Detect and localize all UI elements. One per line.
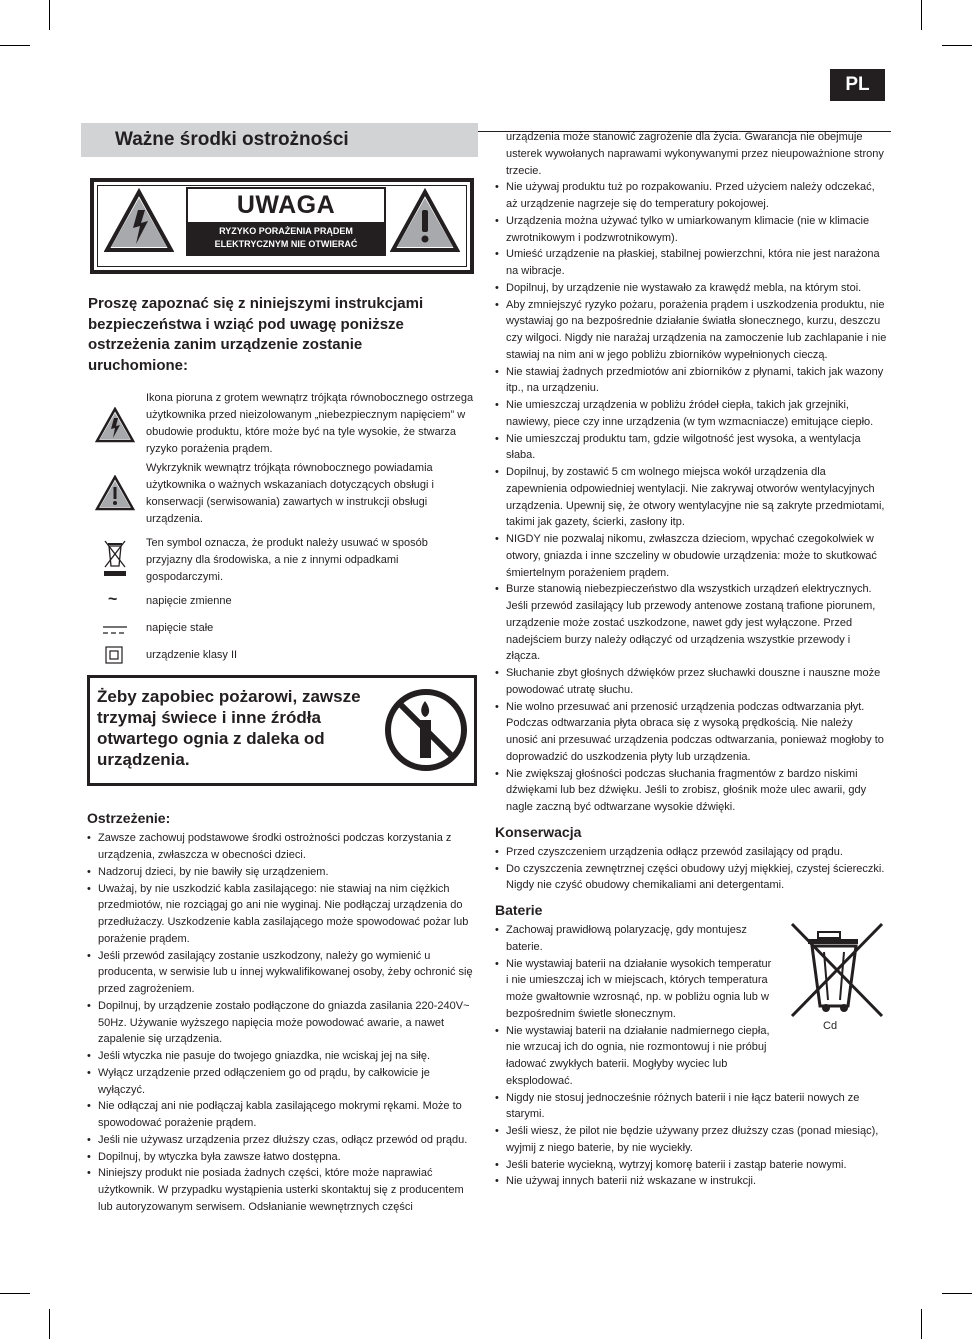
list-item: • Jeśli przewód zasilający zostanie uszkodzony, należy go wymienić u producenta, w serwisie lub u innej wykwalifikowanej osoby, żeby ochronić się przed zagrożeniem. [87,948,478,998]
list-item: • Dopilnuj, by wtyczka była zawsze łatwo dostępna. [87,1149,478,1166]
list-item: • Nie umieszczaj urządzenia w pobliżu źródeł ciepła, takich jak grzejniki, nawiewy, piece czy inne urządzenia (w tym wzmacniacze) emitujące ciepło. [495,397,887,431]
crossed-bin-icon [790,922,886,1032]
symbol-item [81,535,478,593]
batteries-section [495,922,887,1090]
list-item: • Nie wolno przesuwać ani przenosić urządzenia podczas odtwarzania płyt. Podczas odtwarzania płyta obraca się z wysoką prędkością. Nie należy unosić ani przesuwać urządzenia podczas odtwarzania, ponieważ mogłoby to doprowadzić do uszkodzenia płyty lub urządzenia. [495,699,887,766]
symbol-text: napięcie stałe [146,622,214,635]
uwaga-subtitle-line2: ELEKTRYCZNYM NIE OTWIERAĆ [214,239,358,249]
symbol-item [81,647,478,669]
warnings-list [87,830,478,1215]
bin-label: Cd [823,1020,838,1032]
symbol-text: napięcie zmienne [146,595,232,608]
ac-tilde-icon: ~ [108,591,118,609]
list-item: • Jeśli baterie wyciekną, wytrzyj komorę baterii i zastąp baterie nowymi. [495,1157,887,1174]
list-item: • Jeśli nie używasz urządzenia przez dłuższy czas, odłącz przewód od prądu. [87,1132,478,1149]
list-item: • Nie wystawiaj baterii na działanie nadmiernego ciepła, nie wrzucaj ich do ognia, nie rozmontowuj i nie próbuj ładować zwykłych baterii. Mogłyby wyciec lub eksplodować. [495,1023,775,1090]
class-ii-icon [105,646,123,670]
list-item: • Dopilnuj, by zostawić 5 cm wolnego miejsca wokół urządzenia dla zapewnienia odpowiedniej wentylacji. Nie zakrywaj otworów wentylacyjnych urządzenia. Upewnij się, że otwory wentylacyjne nie są zakryte przedmiotami, takimi jak gazety, ścierki, zasłony itp. [495,464,887,531]
list-item: • Do czyszczenia zewnętrznej części obudowy użyj miękkiej, czystej ściereczki. Nigdy nie czyść obudowy chemikaliami ani detergentami. [495,861,887,895]
warnings-title: Ostrzeżenie: [87,810,171,827]
lightning-triangle-icon [104,188,174,259]
list-item: • Jeśli wtyczka nie pasuje do twojego gniazdka, nie wciskaj jej na siłę. [87,1048,478,1065]
list-item: • Nie używaj innych baterii niż wskazane w instrukcji. [495,1173,887,1190]
list-item: • Słuchanie zbyt głośnych dźwięków przez słuchawki douszne i nauszne może powodować utratę słuchu. [495,665,887,699]
symbol-text: Ikona pioruna z grotem wewnątrz trójkąta równobocznego ostrzega użytkownika przed nieizolowanym „niebezpiecznym napięciem” w obudowie produktu, które może być na tyle wysokie, że stwarza ryzyko porażenia prądem. [146,392,474,456]
list-item: • Nie zwiększaj głośności podczas słuchania fragmentów z bardzo niskimi dźwiękami lub bez dźwięku. Jeśli to zrobisz, głośnik może ulec awarii, gdy nagle zaczną być odtwarzane wysokie dźwięki. [495,766,887,816]
symbol-item [81,390,478,460]
no-candle-icon [383,687,469,778]
warnings-section [87,810,478,1215]
crop-mark [49,1309,50,1339]
left-column [81,123,478,1216]
exclamation-triangle-icon [95,475,135,517]
crop-mark [49,0,50,30]
list-item: • Przed czyszczeniem urządzenia odłącz przewód zasilający od prądu. [495,844,887,861]
list-item: • Nadzoruj dzieci, by nie bawiły się urządzeniem. [87,864,478,881]
symbol-text: urządzenie klasy II [146,649,238,662]
list-item: • Burze stanowią niebezpieczeństwo dla wszystkich urządzeń elektrycznych. Jeśli przewód zasilający lub przewody antenowe zostaną trafione piorunem, urządzenie może zostać uszkodzone, nawet gdy jest wyłączone. Przed nadejściem burzy należy odłączyć od urządzenia wszystkie przewody i złącza. [495,581,887,665]
symbol-item [81,460,478,535]
symbol-item [81,593,478,620]
fire-warning-text: Żeby zapobiec pożarowi, zawsze trzymaj świece i inne źródła otwartego ognia z daleka od urządzenia. [97,687,361,770]
section-title: Ważne środki ostrożności [81,123,478,157]
list-item: • NIGDY nie pozwalaj nikomu, zwłaszcza dzieciom, wpychać czegokolwiek w otwory, gniazda i inne szczeliny w obudowie urządzenia: może to skutkować śmiertelnym porażeniem prądem. [495,531,887,581]
warnings-continuation: urządzenia może stanowić zagrożenie dla życia. Gwarancja nie obejmuje usterek wywołanych naprawami wykonywanymi przez nieupoważnione strony trzecie. [506,131,884,177]
list-item: • Nie używaj produktu tuż po rozpakowaniu. Przed użyciem należy odczekać, aż urządzenie nagrzeje się do temperatury pokojowej. [495,179,887,213]
list-item: • Uważaj, by nie uszkodzić kabla zasilającego: nie stawiaj na nim ciężkich przedmiotów, nie rozciągaj go ani nie wyginaj. Nie podłączaj urządzenia do przedłużaczy. Uszkodzenie kabla zasilającego może spowodować pożar lub porażenie prądem. [87,881,478,948]
dc-symbol-icon [102,624,128,641]
list-item: • Dopilnuj, by urządzenie nie wystawało za krawędź mebla, na którym stoi. [495,280,887,297]
crop-mark [0,45,30,46]
list-item: • Nie wystawiaj baterii na działanie wysokich temperatur i nie umieszczaj ich w miejscach, których temperatura może gwałtownie wzrosnąć, np. w pobliżu ognia lub w bezpośrednim świetle słonecznym. [495,956,775,1023]
crop-mark [0,1293,30,1294]
list-item: • Aby zmniejszyć ryzyko pożaru, porażenia prądem i uszkodzenia produktu, nie wystawiaj go na bezpośrednie działanie światła słonecznego, kurzu, deszczu czy wilgoci. Nigdy nie narażaj urządzenia na zamoczenie lub zachlapanie i nie stawiaj na nim ani w jego pobliżu zbiorników wypełnionych cieczą. [495,297,887,364]
uwaga-subtitle-line1: RYZYKO PORAŻENIA PRĄDEM [219,226,353,236]
list-item: • Nie umieszczaj produktu tam, gdzie wilgotność jest wysoka, a wentylacja słaba. [495,431,887,465]
list-item: • Jeśli wiesz, że pilot nie będzie używany przez dłuższy czas (ponad miesiąc), wyjmij z niego baterie, by nie wyciekły. [495,1123,887,1157]
batteries-list [495,922,775,1090]
fire-warning-box [87,675,477,786]
symbol-text: Wykrzyknik wewnątrz trójkąta równobocznego powiadamia użytkownika o ważnych wskazaniach dotyczących obsługi i konserwacji (serwisowania) zawartych w instrukcji obsługi urządzenia. [146,462,434,526]
list-item: • Nie odłączaj ani nie podłączaj kabla zasilającego mokrymi rękami. Może to spowodować porażenie prądem. [87,1098,478,1132]
crop-mark [942,45,972,46]
symbol-list [81,390,478,669]
batteries-title: Baterie [495,902,543,918]
crop-mark [921,1309,922,1339]
crossed-bin-icon [102,537,128,585]
list-item: • Nie stawiaj żadnych przedmiotów ani zbiorników z płynami, takich jak wazony itp., na urządzeniu. [495,364,887,398]
list-item: • Zawsze zachowuj podstawowe środki ostrożności podczas korzystania z urządzenia, zwłaszcza w obecności dzieci. [87,830,478,864]
batteries-list-continued [495,1090,887,1191]
warnings-list-continued [495,179,887,816]
maintenance-title: Konserwacja [495,823,582,840]
list-item: • Urządzenia można używać tylko w umiarkowanym klimacie (nie w klimacie zwrotnikowym i podzwrotnikowym). [495,213,887,247]
symbol-item [81,620,478,647]
crop-mark [921,0,922,30]
warning-banner [90,178,474,274]
uwaga-label [186,187,386,256]
symbol-text: Ten symbol oznacza, że produkt należy usuwać w sposób przyjazny dla środowiska, a nie z innymi odpadkami gospodarczymi. [146,537,428,584]
lightning-triangle-icon [95,407,135,449]
list-item: • Niniejszy produkt nie posiada żadnych części, które może naprawiać użytkownik. W przypadku wystąpienia usterki skontaktuj się z producentem lub autoryzowanym serwisem. Odsłanianie wewnętrznych części [87,1165,478,1215]
list-item: • Dopilnuj, by urządzenie zostało podłączone do gniazda zasilania 220-240V~ 50Hz. Używanie wyższego napięcia może powodować awarie, a nawet zapalenie się urządzenia. [87,998,478,1048]
list-item: • Zachowaj prawidłową polaryzację, gdy montujesz baterie. [495,922,775,956]
uwaga-title: UWAGA [236,191,336,219]
list-item: • Nigdy nie stosuj jednocześnie różnych baterii i nie łącz baterii nowych ze starymi. [495,1090,887,1124]
list-item: • Umieść urządzenie na płaskiej, stabilnej powierzchni, która nie jest narażona na wibracje. [495,246,887,280]
crop-mark [942,1293,972,1294]
maintenance-list [495,844,887,894]
right-column [495,129,887,1190]
exclamation-triangle-icon [390,188,460,259]
list-item: • Wyłącz urządzenie przed odłączeniem go od prądu, by całkowicie je wyłączyć. [87,1065,478,1099]
intro-text: Proszę zapoznać się z niniejszymi instrukcjami bezpieczeństwa i wziąć pod uwagę poniższe ostrzeżenia zanim urządzenie zostanie uruchomione: [88,295,424,374]
language-badge: PL [830,69,885,101]
uwaga-subtitle [188,222,384,254]
